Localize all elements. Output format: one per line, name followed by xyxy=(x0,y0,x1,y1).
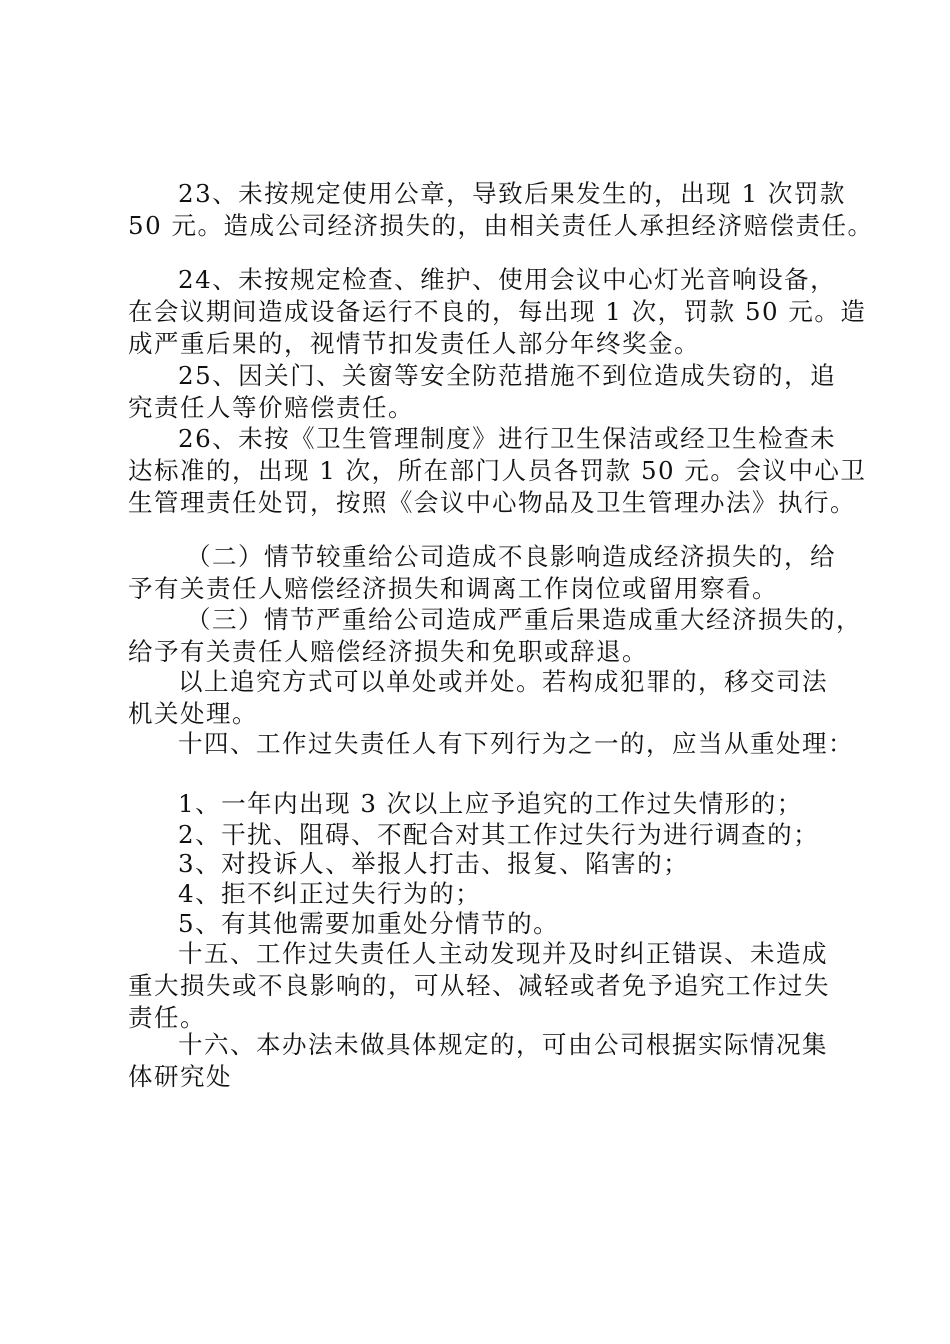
paragraph-line: 26、未按《卫生管理制度》进行卫生保洁或经卫生检查未 xyxy=(178,424,837,453)
paragraph-line: 以上追究方式可以单处或并处。若构成犯罪的，移交司法 xyxy=(178,667,828,696)
paragraph-summary xyxy=(128,666,843,730)
paragraph-line: 予有关责任人赔偿经济损失和调离工作岗位或留用察看。 xyxy=(128,574,778,603)
paragraph-line: 25、因关门、关窗等安全防范措施不到位造成失窃的，追 xyxy=(178,361,837,390)
article-14-item-4 xyxy=(128,878,843,910)
article-14-item-1 xyxy=(128,788,843,820)
paragraph-line: 50 元。造成公司经济损失的，由相关责任人承担经济赔偿责任。 xyxy=(128,211,874,240)
paragraph-line: 体研究处 xyxy=(128,1062,232,1091)
paragraph-line: 责任。 xyxy=(128,1003,206,1032)
article-14-item-3 xyxy=(128,848,843,880)
list-item: 5、有其他需要加重处分情节的。 xyxy=(178,909,560,938)
paragraph-line: 十四、工作过失责任人有下列行为之一的，应当从重处理： xyxy=(178,729,854,758)
list-item: 1、一年内出现 3 次以上应予追究的工作过失情形的； xyxy=(178,789,803,818)
paragraph-clause-two xyxy=(128,541,843,605)
paragraph-clause-three xyxy=(128,604,862,668)
paragraph-line: 十六、本办法未做具体规定的，可由公司根据实际情况集 xyxy=(178,1030,828,1059)
paragraph-line: 生管理责任处罚，按照《会议中心物品及卫生管理办法》执行。 xyxy=(128,488,856,517)
article-14-heading xyxy=(128,728,854,760)
paragraph-line: 十五、工作过失责任人主动发现并及时纠正错误、未造成 xyxy=(178,939,828,968)
article-14-item-2 xyxy=(128,819,843,851)
paragraph-24 xyxy=(128,264,867,360)
paragraph-line: 在会议期间造成设备运行不良的，每出现 1 次，罚款 50 元。造 xyxy=(128,297,867,326)
paragraph-line: 23、未按规定使用公章，导致后果发生的，出现 1 次罚款 xyxy=(178,179,846,208)
article-15 xyxy=(128,938,843,1034)
paragraph-line: 24、未按规定检查、维护、使用会议中心灯光音响设备， xyxy=(178,265,837,294)
paragraph-line: 机关处理。 xyxy=(128,699,258,728)
paragraph-26 xyxy=(128,423,867,519)
paragraph-line: 给予有关责任人赔偿经济损失和免职或辞退。 xyxy=(128,637,648,666)
paragraph-line: （二）情节较重给公司造成不良影响造成经济损失的，给 xyxy=(186,542,836,571)
paragraph-23 xyxy=(128,178,874,242)
paragraph-line: 重大损失或不良影响的，可从轻、减轻或者免予追究工作过失 xyxy=(128,971,830,1000)
list-item: 2、干扰、阻碍、不配合对其工作过失行为进行调查的； xyxy=(178,820,820,849)
article-14-item-5 xyxy=(128,908,843,940)
article-16 xyxy=(128,1029,843,1093)
paragraph-25 xyxy=(128,360,843,424)
list-item: 3、对投诉人、举报人打击、报复、陷害的； xyxy=(178,849,690,878)
paragraph-line: （三）情节严重给公司造成严重后果造成重大经济损失的， xyxy=(186,605,862,634)
list-item: 4、拒不纠正过失行为的； xyxy=(178,879,482,908)
paragraph-line: 究责任人等价赔偿责任。 xyxy=(128,393,414,422)
paragraph-line: 成严重后果的，视情节扣发责任人部分年终奖金。 xyxy=(128,329,700,358)
paragraph-line: 达标准的，出现 1 次，所在部门人员各罚款 50 元。会议中心卫 xyxy=(128,456,867,485)
